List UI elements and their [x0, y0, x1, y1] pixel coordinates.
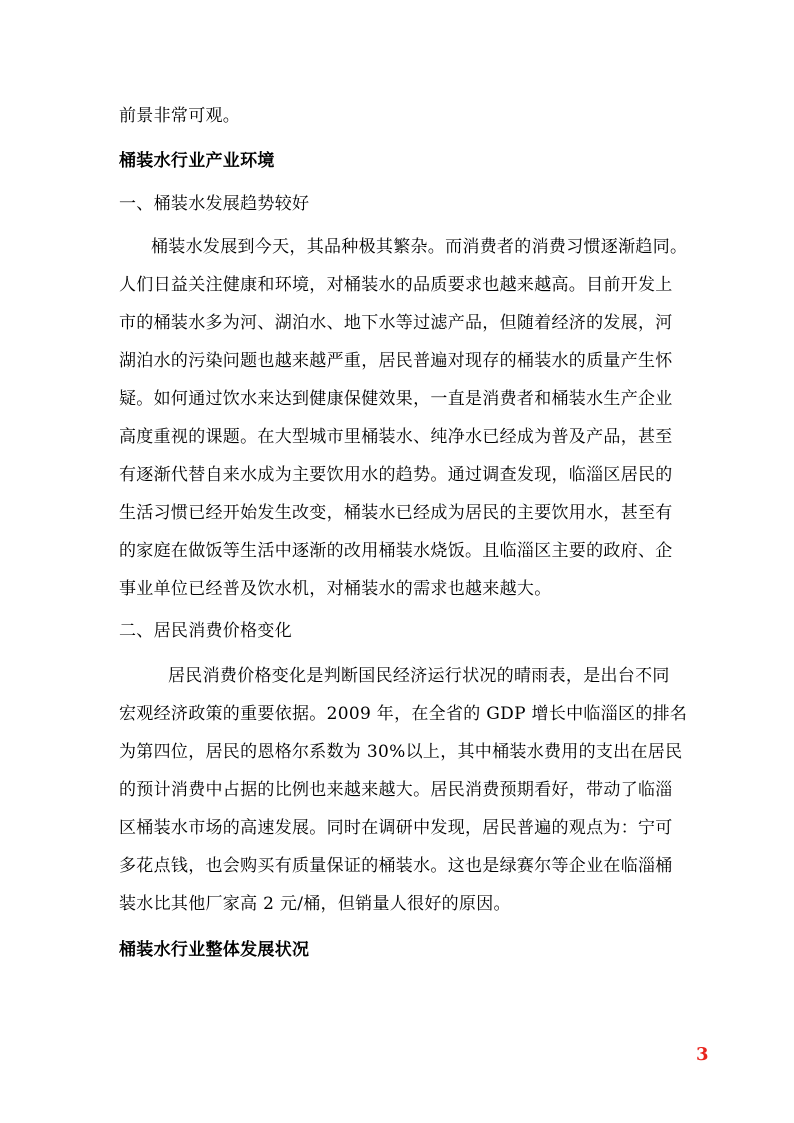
section1-line: 事业单位已经普及饮水机，对桶装水的需求也越来越大。	[119, 579, 552, 599]
paragraph-continuation: 前景非常可观。	[119, 106, 241, 126]
section2-title: 二、居民消费价格变化	[119, 621, 292, 641]
section1-line: 疑。如何通过饮水来达到健康保健效果，一直是消费者和桶装水生产企业	[119, 389, 673, 409]
section1-line: 湖泊水的污染问题也越来越严重，居民普遍对现存的桶装水的质量产生怀	[119, 351, 673, 371]
section1-line: 市的桶装水多为河、湖泊水、地下水等过滤产品，但随着经济的发展，河	[119, 313, 673, 333]
page-number: 3	[696, 1044, 709, 1065]
section2-line: 装水比其他厂家高 2 元/桶，但销量人很好的原因。	[119, 894, 511, 914]
section1-title: 一、桶装水发展趋势较好	[119, 194, 310, 214]
section1-line: 生活习惯已经开始发生改变，桶装水已经成为居民的主要饮用水，甚至有	[119, 503, 673, 523]
section2-line: 区桶装水市场的高速发展。同时在调研中发现，居民普遍的观点为：宁可	[119, 818, 673, 838]
heading-industry-environment: 桶装水行业产业环境	[119, 151, 275, 171]
section1-line: 的家庭在做饭等生活中逐渐的改用桶装水烧饭。且临淄区主要的政府、企	[119, 541, 673, 561]
section1-line: 桶装水发展到今天，其品种极其繁杂。而消费者的消费习惯逐渐趋同。	[151, 237, 688, 257]
section1-line: 有逐渐代替自来水成为主要饮用水的趋势。通过调查发现，临淄区居民的	[119, 465, 673, 485]
section1-line: 高度重视的课题。在大型城市里桶装水、纯净水已经成为普及产品，甚至	[119, 427, 673, 447]
section2-line: 居民消费价格变化是判断国民经济运行状况的晴雨表，是出台不同	[168, 666, 670, 686]
section2-line: 为第四位，居民的恩格尔系数为 30%以上，其中桶装水费用的支出在居民	[119, 742, 683, 762]
heading-overall-development: 桶装水行业整体发展状况	[119, 940, 310, 960]
section1-line: 人们日益关注健康和环境，对桶装水的品质要求也越来越高。目前开发上	[119, 275, 673, 295]
section2-line: 的预计消费中占据的比例也来越来越大。居民消费预期看好，带动了临淄	[119, 780, 673, 800]
section2-line: 宏观经济政策的重要依据。2009 年，在全省的 GDP 增长中临淄区的排名	[119, 704, 688, 724]
section2-line: 多花点钱，也会购买有质量保证的桶装水。这也是绿赛尔等企业在临淄桶	[119, 856, 673, 876]
